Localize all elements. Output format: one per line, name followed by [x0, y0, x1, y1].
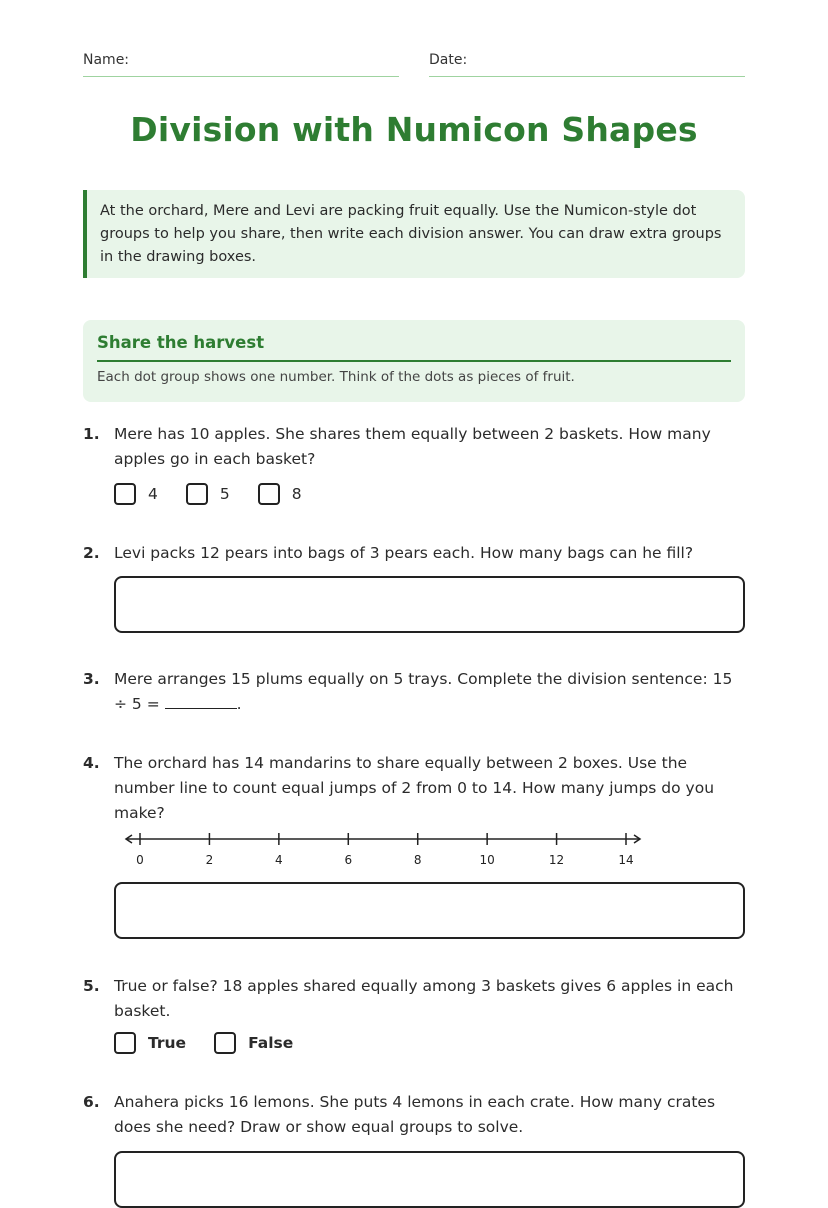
question-text: Levi packs 12 pears into bags of 3 pears each. How many bags can he fill?: [114, 544, 694, 562]
option-8[interactable]: [258, 483, 302, 505]
section-title: Share the harvest: [97, 333, 731, 362]
name-field[interactable]: [83, 52, 399, 68]
sentence-end: .: [236, 695, 242, 713]
number-line-graphic: [120, 826, 650, 872]
answer-box-4[interactable]: [114, 882, 745, 939]
option-true[interactable]: [114, 1032, 186, 1054]
checkbox[interactable]: [258, 483, 280, 505]
date-field[interactable]: [429, 52, 745, 68]
option-false[interactable]: [214, 1032, 293, 1054]
answer-box-2[interactable]: [114, 576, 745, 633]
option-label: True: [148, 1034, 187, 1052]
option-label: 8: [291, 485, 302, 503]
option-label: 5: [219, 485, 230, 503]
question-number: 2.: [83, 544, 100, 562]
name-line: [83, 76, 399, 77]
question-number: 1.: [83, 425, 100, 443]
answer-blank[interactable]: [165, 693, 237, 709]
checkbox[interactable]: [114, 483, 136, 505]
date-label: Date:: [429, 52, 468, 68]
number-line: [120, 826, 650, 872]
option-5[interactable]: [186, 483, 230, 505]
option-label: False: [248, 1034, 294, 1052]
question-1-options: [114, 483, 330, 505]
number-line-label: 10: [479, 853, 495, 867]
name-label: Name:: [83, 52, 130, 68]
checkbox[interactable]: [214, 1032, 236, 1054]
sentence-start: Mere arranges 15 plums equally on 5 trays. Complete the division sentence: 15 ÷ 5 =: [114, 670, 733, 713]
intro-callout: At the orchard, Mere and Levi are packing fruit equally. Use the Numicon-style dot groups to help you share, then write each division answer. You can draw extra groups in the drawing boxes.: [83, 190, 745, 278]
question-number: 6.: [83, 1093, 100, 1111]
question-text: [114, 667, 745, 717]
question-text: Mere has 10 apples. She shares them equally between 2 baskets. How many apples go in each basket?: [114, 425, 711, 468]
answer-box-6[interactable]: [114, 1151, 745, 1208]
number-line-label: 12: [548, 853, 565, 867]
number-line-label: 6: [344, 853, 353, 867]
checkbox[interactable]: [186, 483, 208, 505]
page-title: Division with Numicon Shapes: [130, 110, 698, 149]
checkbox[interactable]: [114, 1032, 136, 1054]
question-5-options: [114, 1032, 321, 1054]
option-label: 4: [148, 485, 158, 503]
option-4[interactable]: [114, 483, 158, 505]
question-number: 4.: [83, 754, 100, 772]
date-line: [429, 76, 745, 77]
section-header: [83, 320, 745, 402]
section-subtitle: Each dot group shows one number. Think of the dots as pieces of fruit.: [97, 369, 575, 385]
number-line-label: 4: [275, 853, 283, 867]
question-text: The orchard has 14 mandarins to share equally between 2 boxes. Use the number line to count equal jumps of 2 from 0 to 14. How many jumps do you make?: [114, 754, 715, 822]
number-line-label: 0: [136, 853, 144, 867]
question-number: 5.: [83, 977, 100, 995]
question-number: 3.: [83, 670, 100, 688]
number-line-label: 2: [205, 853, 214, 867]
question-text: True or false? 18 apples shared equally among 3 baskets gives 6 apples in each basket.: [114, 977, 734, 1020]
number-line-label: 14: [618, 853, 634, 867]
number-line-label: 8: [413, 853, 422, 867]
question-text: Anahera picks 16 lemons. She puts 4 lemons in each crate. How many crates does she need? Draw or show equal groups to solve.: [114, 1093, 716, 1136]
